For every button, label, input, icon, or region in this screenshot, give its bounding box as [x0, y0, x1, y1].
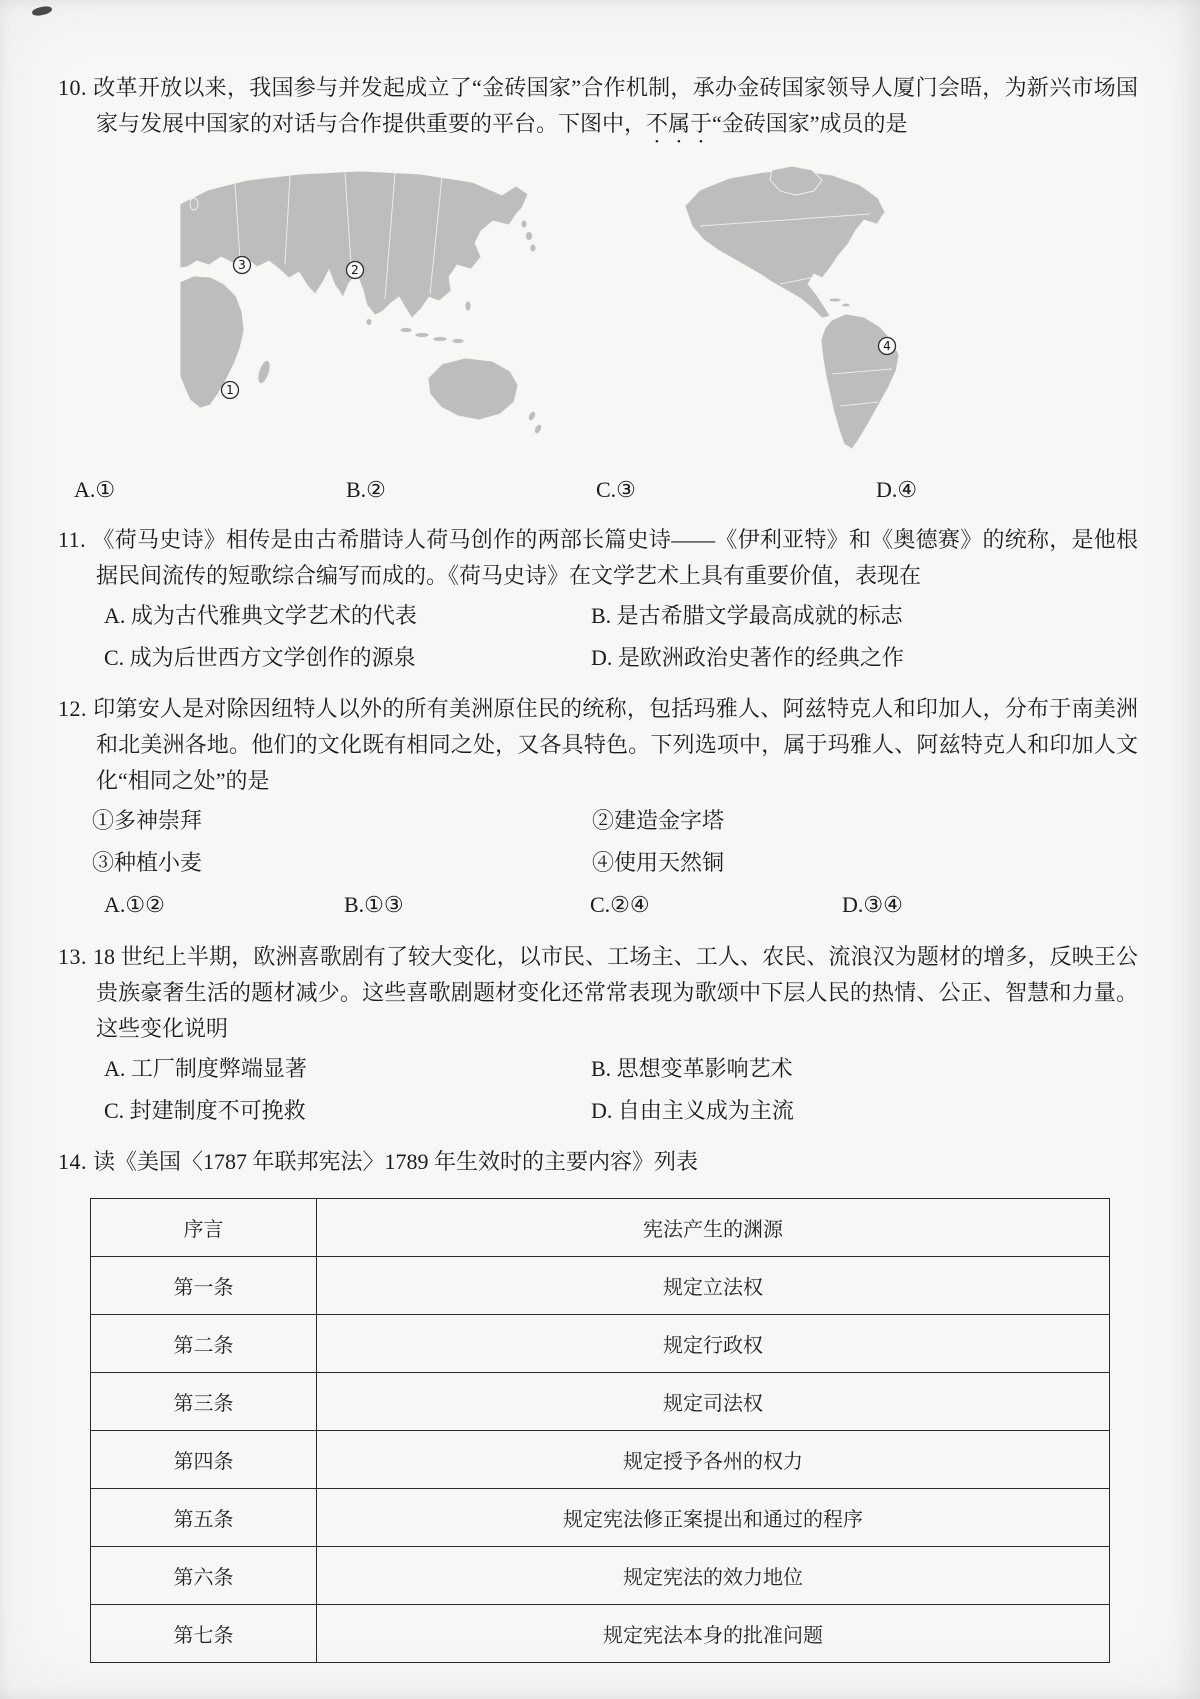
map-marker-3	[234, 257, 251, 274]
japan-island	[526, 232, 533, 241]
svg-text:1: 1	[226, 383, 234, 397]
indonesia-island	[433, 337, 447, 342]
option-a: A. 工厂制度弊端显著	[104, 1056, 307, 1081]
question-13-paragraph	[58, 939, 1138, 1047]
question-14	[58, 1144, 1138, 1663]
question-10	[58, 70, 1138, 148]
cuba-island	[829, 298, 841, 302]
table-row-label: 第七条	[91, 1605, 317, 1663]
question-10-options	[58, 472, 1138, 508]
table-row	[91, 1605, 1110, 1663]
map-marker-4	[879, 338, 896, 355]
table-row	[91, 1257, 1110, 1315]
table-row-content: 规定司法权	[317, 1373, 1110, 1431]
question-12	[58, 691, 1138, 925]
philippines-island	[465, 301, 471, 311]
table-row-label: 第二条	[91, 1315, 317, 1373]
table-row-label: 序言	[91, 1199, 317, 1257]
item-3: ③种植小麦	[92, 850, 203, 875]
indonesia-island	[415, 333, 429, 338]
indonesia-island	[452, 339, 464, 344]
question-10-number: 10.	[58, 75, 87, 100]
north-america-landmass	[685, 171, 885, 318]
item-2: ②建造金字塔	[592, 808, 725, 833]
table-row-label: 第五条	[91, 1489, 317, 1547]
south-america-landmass	[821, 314, 899, 449]
question-12-options	[58, 885, 1138, 925]
question-12-text: 印第安人是对除因纽特人以外的所有美洲原住民的统称，包括玛雅人、阿兹特克人和印加人，分布于南美洲和北美洲各地。他们的文化既有相同之处，又各具特色。下列选项中，属于玛雅人、阿兹特克人和印加人文化“相同之处”的是	[93, 696, 1138, 793]
question-12-paragraph	[58, 691, 1138, 799]
option-b: B.①③	[344, 892, 404, 917]
question-14-text: 读《美国〈1787 年联邦宪法〉1789 年生效时的主要内容》列表	[93, 1149, 699, 1174]
option-c: C. 封建制度不可挽救	[104, 1098, 306, 1123]
table-row-content: 宪法产生的渊源	[317, 1199, 1110, 1257]
question-11	[58, 522, 1138, 677]
table-row	[91, 1373, 1110, 1431]
question-12-number: 12.	[58, 696, 87, 721]
table-row-content: 规定行政权	[317, 1315, 1110, 1373]
option-a: A.①②	[104, 892, 165, 917]
table-row-content: 规定宪法本身的批准问题	[317, 1605, 1110, 1663]
question-13-number: 13.	[58, 944, 87, 969]
question-13-options	[58, 1049, 1138, 1130]
new-zealand-island	[533, 423, 543, 435]
table-row-label: 第一条	[91, 1257, 317, 1315]
option-a: A. 成为古代雅典文学艺术的代表	[104, 603, 417, 628]
japan-island	[521, 220, 527, 228]
option-b: B. 是古希腊文学最高成就的标志	[591, 603, 903, 628]
question-13	[58, 939, 1138, 1130]
indonesia-island	[400, 328, 412, 333]
map-marker-2	[347, 262, 364, 279]
table-row-label: 第六条	[91, 1547, 317, 1605]
question-11-number: 11.	[58, 527, 87, 552]
option-d: D.③④	[842, 892, 903, 917]
question-10-text: 改革开放以来，我国参与并发起成立了“金砖国家”合作机制，承办金砖国家领导人厦门会晤，为新兴市场国家与发展中国家的对话与合作提供重要的平台。下图中，	[93, 75, 1138, 136]
option-c: C.③	[596, 477, 636, 502]
svg-text:2: 2	[351, 263, 359, 277]
caribbean-island	[842, 303, 850, 307]
australia-landmass	[428, 358, 518, 420]
table-row-content: 规定宪法修正案提出和通过的程序	[317, 1489, 1110, 1547]
constitution-table	[90, 1198, 1110, 1663]
table-row-label: 第四条	[91, 1431, 317, 1489]
option-b: B. 思想变革影响艺术	[591, 1056, 793, 1081]
question-14-paragraph	[58, 1144, 1138, 1180]
world-map-figure	[180, 164, 935, 454]
option-d: D. 自由主义成为主流	[591, 1098, 794, 1123]
madagascar-island	[256, 359, 273, 385]
question-13-text: 18 世纪上半期，欧洲喜歌剧有了较大变化，以市民、工场主、工人、农民、流浪汉为题材的增多，反映王公贵族豪奢生活的题材减少。这些喜歌剧题材变化还常常表现为歌颂中下层人民的热情、公正、智慧和力量。这些变化说明	[93, 944, 1138, 1041]
table-row	[91, 1199, 1110, 1257]
option-b: B.②	[346, 477, 386, 502]
table-row-content: 规定立法权	[317, 1257, 1110, 1315]
table-row	[91, 1547, 1110, 1605]
britain-island	[190, 198, 198, 210]
question-12-items	[58, 801, 1138, 883]
table-row	[91, 1315, 1110, 1373]
new-zealand-island	[527, 410, 537, 422]
sri-lanka-island	[366, 319, 372, 326]
svg-text:4: 4	[883, 339, 891, 353]
table-row	[91, 1489, 1110, 1547]
option-d: D. 是欧洲政治史著作的经典之作	[591, 645, 904, 670]
question-11-options	[58, 596, 1138, 677]
option-c: C.②④	[590, 892, 650, 917]
table-row-content: 规定授予各州的权力	[317, 1431, 1110, 1489]
option-a: A.①	[74, 477, 116, 502]
world-map	[180, 164, 935, 454]
item-4: ④使用天然铜	[592, 850, 725, 875]
table-row	[91, 1431, 1110, 1489]
table-row-content: 规定宪法的效力地位	[317, 1547, 1110, 1605]
option-c: C. 成为后世西方文学创作的源泉	[104, 645, 416, 670]
question-10-text-after: “金砖国家”成员的是	[712, 111, 908, 136]
question-10-emphasis: 不属于	[646, 111, 713, 136]
question-11-text: 《荷马史诗》相传是由古希腊诗人荷马创作的两部长篇史诗——《伊利亚特》和《奥德赛》的统称，是他根据民间流传的短歌综合编写而成的。《荷马史诗》在文学艺术上具有重要价值，表现在	[92, 527, 1138, 588]
svg-text:3: 3	[238, 258, 246, 272]
question-11-paragraph	[58, 522, 1138, 594]
japan-island	[530, 244, 536, 252]
table-row-label: 第三条	[91, 1373, 317, 1431]
item-1: ①多神崇拜	[92, 808, 203, 833]
option-d: D.④	[876, 477, 918, 502]
question-14-number: 14.	[58, 1149, 87, 1174]
map-marker-1	[222, 382, 239, 399]
